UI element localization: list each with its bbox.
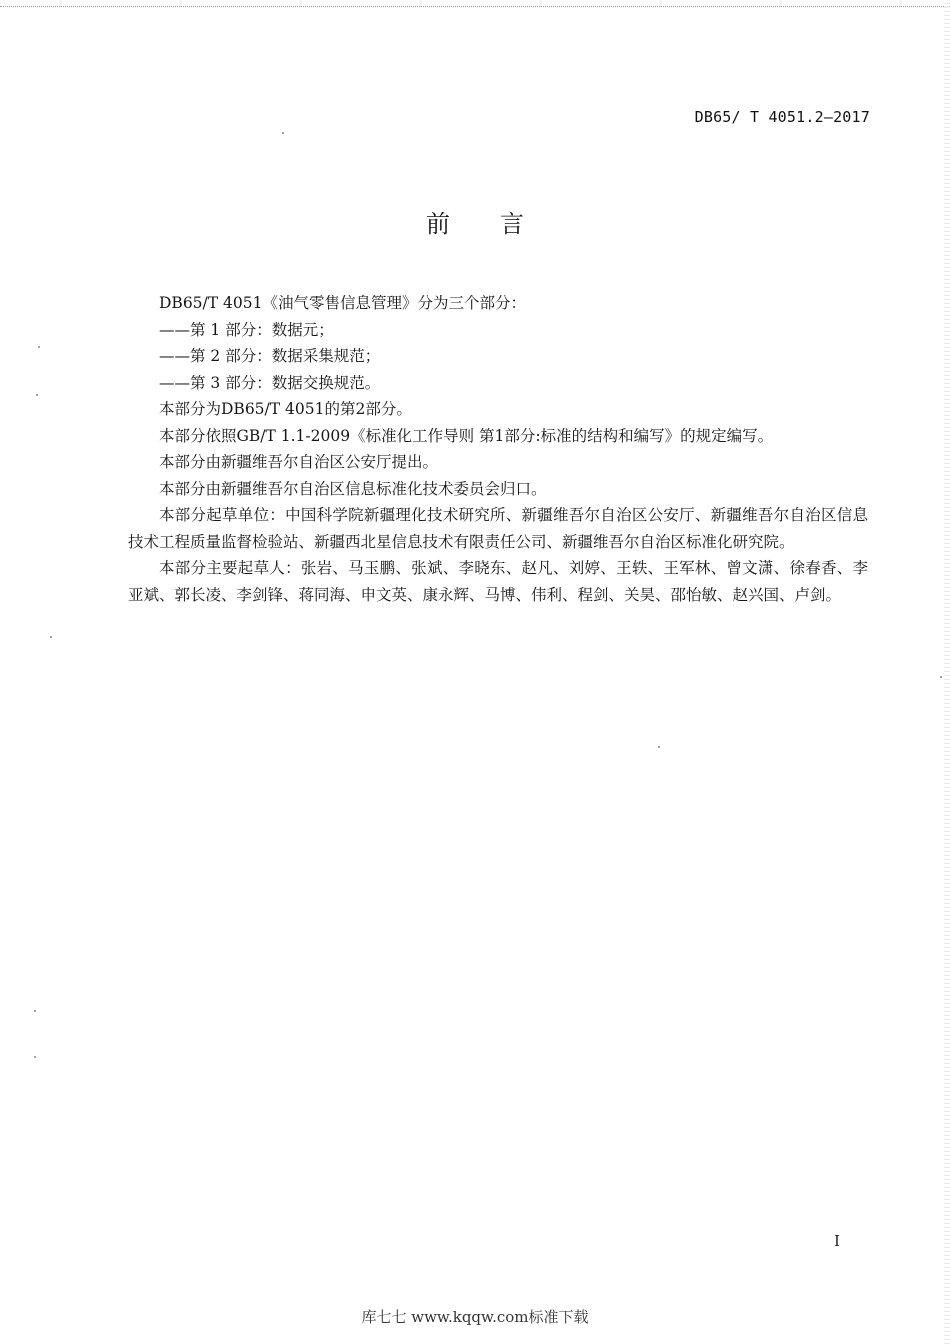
scan-speck [658, 746, 660, 748]
this-part-paragraph: 本部分为DB65/T 4051的第2部分。 [159, 400, 412, 418]
managed-by-paragraph: 本部分由新疆维吾尔自治区信息标准化技术委员会归口。 [159, 479, 547, 498]
scan-right-edge [944, 0, 950, 1344]
scan-speck [36, 394, 38, 396]
part-2-item: ——第 2 部分：数据采集规范； [159, 347, 381, 365]
scan-speck [34, 1056, 36, 1058]
part-1-item: ——第 1 部分：数据元； [159, 320, 334, 339]
scan-speck [38, 346, 40, 348]
scan-speck [34, 1010, 36, 1012]
foreword-body [128, 290, 868, 608]
scan-speck [50, 636, 52, 638]
drafters-paragraph: 本部分主要起草人：张岩、马玉鹏、张斌、李晓东、赵凡、刘婷、王轶、王军林、曾文潇、徐春香、李亚斌、郭长凌、李剑锋、蒋同海、申文英、康永辉、马博、伟利、程剑、关昊、邵怡敏、赵兴国、卢剑。 [128, 559, 868, 604]
page-title: 前言 [426, 210, 574, 238]
scan-speck [282, 132, 284, 134]
drafting-units-paragraph: 本部分起草单位：中国科学院新疆理化技术研究所、新疆维吾尔自治区公安厅、新疆维吾尔自治区信息技术工程质量监督检验站、新疆西北星信息技术有限责任公司、新疆维吾尔自治区标准化研究院。 [128, 506, 868, 551]
part-3-item: ——第 3 部分：数据交换规范。 [159, 373, 381, 392]
scan-speck [940, 676, 942, 678]
document-code: DB65/ T 4051.2—2017 [694, 108, 870, 126]
drafting-rule-paragraph: 本部分依照GB/T 1.1-2009《标准化工作导则 第1部分:标准的结构和编写》的规定编写。 [159, 426, 774, 445]
footer-watermark: 库七七 www.kqqw.com标准下载 [361, 1308, 589, 1326]
proposed-by-paragraph: 本部分由新疆维吾尔自治区公安厅提出。 [159, 453, 439, 471]
page-number: I [834, 1232, 840, 1250]
scan-top-border [0, 0, 950, 7]
intro-paragraph: DB65/T 4051《油气零售信息管理》分为三个部分： [159, 294, 526, 312]
